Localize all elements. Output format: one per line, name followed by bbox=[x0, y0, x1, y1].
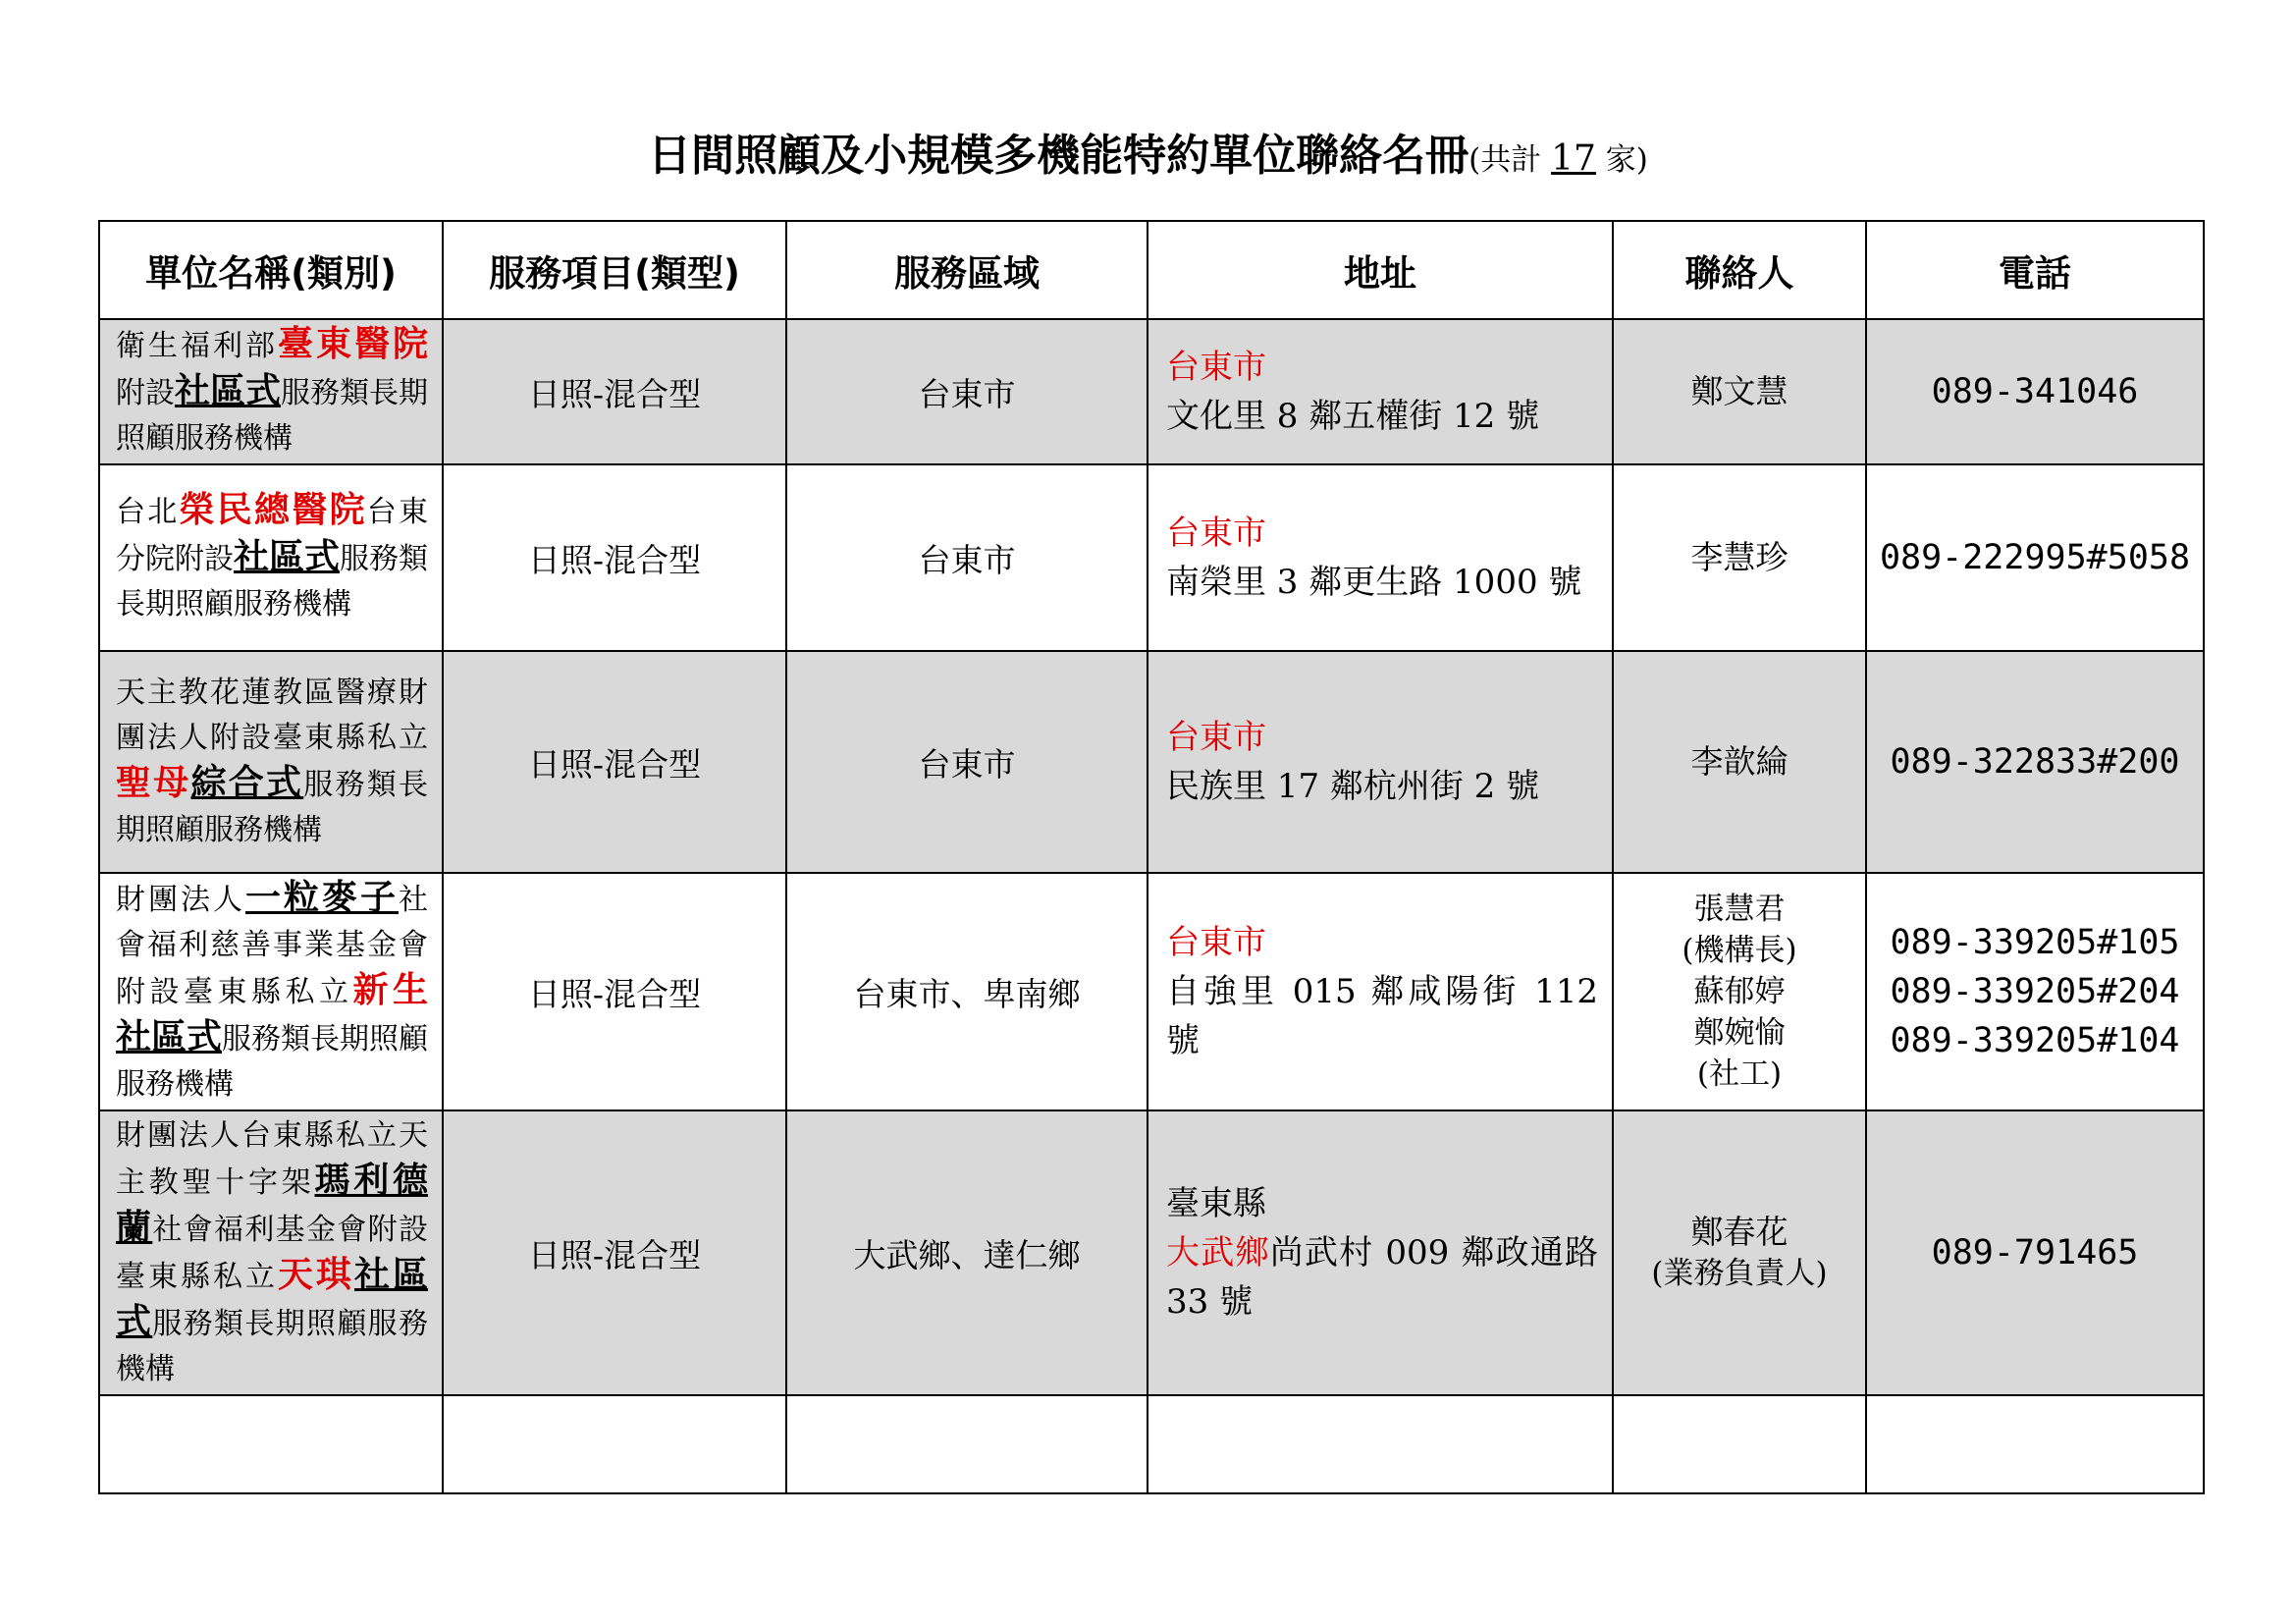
col-header-service: 服務項目(類型) bbox=[443, 221, 786, 319]
area-cell: 台東市 bbox=[786, 319, 1148, 464]
contact-cell: 張慧君 (機構長) 蘇郁婷 鄭婉愉 (社工) bbox=[1613, 873, 1866, 1110]
phone-cell: 089-322833#200 bbox=[1866, 651, 2204, 873]
phone-cell: 089-339205#105 089-339205#204 089-339205#104 bbox=[1866, 873, 2204, 1110]
address-cell: 台東市 民族里 17 鄰杭州街 2 號 bbox=[1148, 651, 1613, 873]
service-cell: 日照-混合型 bbox=[443, 1110, 786, 1395]
empty-cell bbox=[443, 1395, 786, 1493]
phone-cell: 089-222995#5058 bbox=[1866, 464, 2204, 651]
table-row bbox=[99, 319, 2204, 464]
service-cell: 日照-混合型 bbox=[443, 873, 786, 1110]
empty-cell bbox=[99, 1395, 443, 1493]
address-cell: 台東市 文化里 8 鄰五權街 12 號 bbox=[1148, 319, 1613, 464]
empty-cell bbox=[1613, 1395, 1866, 1493]
phone-cell: 089-341046 bbox=[1866, 319, 2204, 464]
unit-name-cell: 台北榮民總醫院台東分院附設社區式服務類長期照顧服務機構 bbox=[99, 464, 443, 651]
empty-cell bbox=[1866, 1395, 2204, 1493]
col-header-contact: 聯絡人 bbox=[1613, 221, 1866, 319]
col-header-unit: 單位名稱(類別) bbox=[99, 221, 443, 319]
col-header-phone: 電話 bbox=[1866, 221, 2204, 319]
service-cell: 日照-混合型 bbox=[443, 651, 786, 873]
table-row-empty bbox=[99, 1395, 2204, 1493]
contact-cell: 鄭春花 (業務負責人) bbox=[1613, 1110, 1866, 1395]
empty-cell bbox=[1148, 1395, 1613, 1493]
title-main: 日間照顧及小規模多機能特約單位聯絡名冊 bbox=[648, 131, 1469, 181]
area-cell: 台東市、卑南鄉 bbox=[786, 873, 1148, 1110]
contact-cell: 李歆綸 bbox=[1613, 651, 1866, 873]
unit-name-cell: 衛生福利部臺東醫院附設社區式服務類長期照顧服務機構 bbox=[99, 319, 443, 464]
area-cell: 大武鄉、達仁鄉 bbox=[786, 1110, 1148, 1395]
unit-name-cell: 財團法人一粒麥子社會福利慈善事業基金會附設臺東縣私立新生社區式服務類長期照顧服務機構 bbox=[99, 873, 443, 1110]
service-cell: 日照-混合型 bbox=[443, 319, 786, 464]
contact-roster-table bbox=[98, 220, 2205, 1494]
col-header-area: 服務區域 bbox=[786, 221, 1148, 319]
service-cell: 日照-混合型 bbox=[443, 464, 786, 651]
address-cell: 台東市 自強里 015 鄰咸陽街 112 號 bbox=[1148, 873, 1613, 1110]
table-row bbox=[99, 873, 2204, 1110]
table-header-row bbox=[99, 221, 2204, 319]
title-count-note: (共計 17 家) bbox=[1468, 138, 1648, 179]
page-title bbox=[0, 120, 2296, 189]
unit-count: 17 bbox=[1551, 138, 1596, 179]
area-cell: 台東市 bbox=[786, 651, 1148, 873]
phone-cell: 089-791465 bbox=[1866, 1110, 2204, 1395]
contact-cell: 鄭文慧 bbox=[1613, 319, 1866, 464]
empty-cell bbox=[786, 1395, 1148, 1493]
unit-name-cell: 天主教花蓮教區醫療財團法人附設臺東縣私立聖母綜合式服務類長期照顧服務機構 bbox=[99, 651, 443, 873]
table-row bbox=[99, 651, 2204, 873]
area-cell: 台東市 bbox=[786, 464, 1148, 651]
table-row bbox=[99, 1110, 2204, 1395]
contact-cell: 李慧珍 bbox=[1613, 464, 1866, 651]
table-row bbox=[99, 464, 2204, 651]
address-cell: 臺東縣 大武鄉尚武村 009 鄰政通路 33 號 bbox=[1148, 1110, 1613, 1395]
unit-name-cell: 財團法人台東縣私立天主教聖十字架瑪利德蘭社會福利基金會附設臺東縣私立天琪社區式服務類長期照顧服務機構 bbox=[99, 1110, 443, 1395]
col-header-address: 地址 bbox=[1148, 221, 1613, 319]
address-cell: 台東市 南榮里 3 鄰更生路 1000 號 bbox=[1148, 464, 1613, 651]
